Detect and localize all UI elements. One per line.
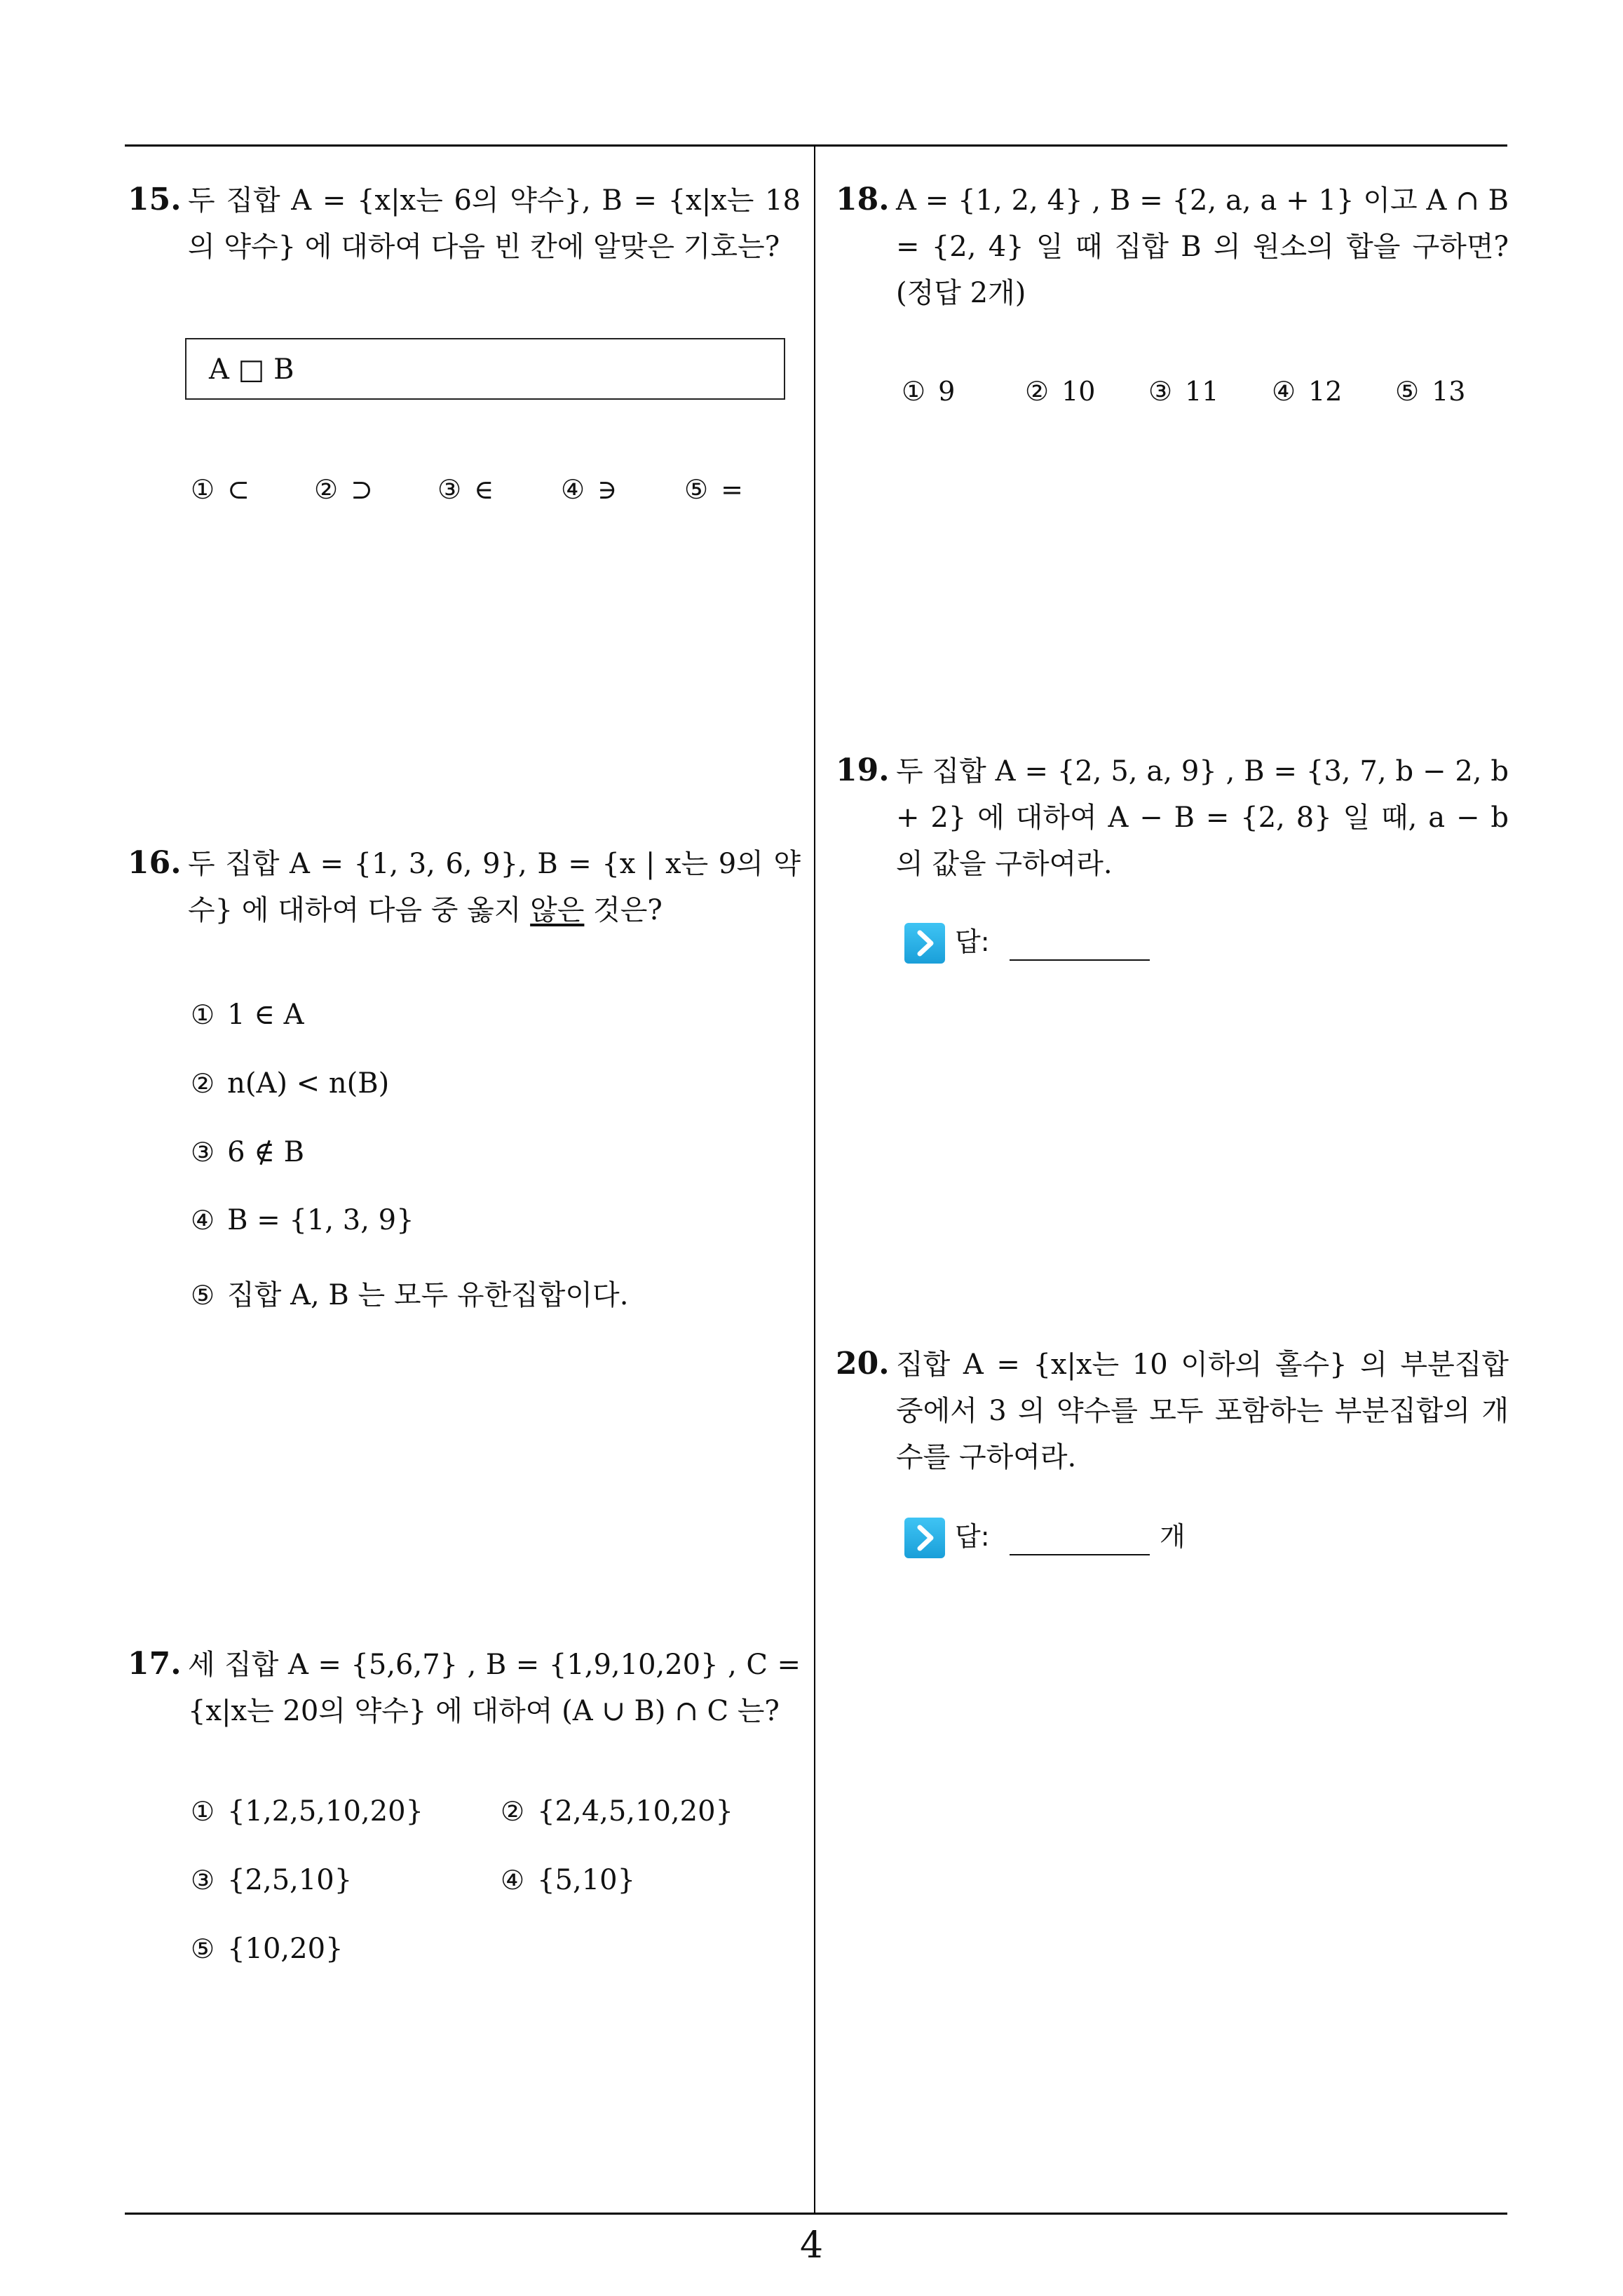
q16-choice-3[interactable]: ③ 6 ∉ B: [191, 1136, 304, 1168]
question-text: 두 집합 A = {x|x는 6의 약수}, B = {x|x는 18의 약수} 에 대하여 다음 빈 칸에 알맞은 기호는?: [188, 184, 801, 263]
chevron-right-icon: [904, 1518, 945, 1558]
question-19-text-block: [836, 748, 1509, 887]
question-15-text-block: [128, 177, 801, 270]
choice-1[interactable]: ① ⊂: [191, 474, 250, 505]
choice-2[interactable]: ② ⊃: [314, 474, 373, 505]
question-text: 집합 A = {x|x는 10 이하의 홀수} 의 부분집합 중에서 3 의 약수를 모두 포함하는 부분집합의 개수를 구하여라.: [896, 1349, 1509, 1473]
question-15: [128, 177, 801, 270]
question-number: 16.: [128, 845, 182, 881]
question-text: 세 집합 A = {5,6,7} , B = {1,9,10,20} , C = {x|x는 20의 약수} 에 대하여 (A ∪ B) ∩ C 는?: [188, 1649, 801, 1727]
choice-5[interactable]: ⑤ =: [684, 474, 743, 505]
question-number: 20.: [836, 1346, 890, 1382]
answer-label: 답:: [955, 926, 990, 957]
question-15-blank-box: A □ B: [185, 338, 785, 400]
answer-label: 답:: [955, 1521, 990, 1552]
choice-5[interactable]: ⑤ 13: [1395, 376, 1466, 407]
question-number: 18.: [836, 182, 890, 217]
question-text: 두 집합 A = {1, 3, 6, 9}, B = {x | x는 9의 약수} 에 대하여 다음 중 옳지: [188, 848, 801, 926]
question-number: 19.: [836, 752, 890, 788]
q16-choice-1[interactable]: ① 1 ∈ A: [191, 999, 304, 1031]
choice-4[interactable]: ④ 12: [1272, 376, 1343, 407]
question-20-answer: [904, 1513, 1269, 1562]
question-text: A = {1, 2, 4} , B = {2, a, a + 1} 이고 A ∩ B = {2, 4} 일 때 집합 B 의 원소의 합을 구하면?(정답 2개): [896, 184, 1509, 309]
question-20: [836, 1341, 1509, 1480]
question-19: [836, 748, 1509, 887]
top-rule: [125, 144, 1507, 147]
answer-blank[interactable]: [1010, 959, 1150, 961]
answer-blank[interactable]: [1010, 1554, 1150, 1555]
page-number: 4: [799, 2224, 824, 2267]
question-18-choices: [902, 376, 1505, 418]
question-text-end: 것은?: [584, 894, 663, 926]
question-emphasis: 않은: [530, 894, 585, 926]
q16-choice-2[interactable]: ② n(A) < n(B): [191, 1067, 390, 1100]
question-19-answer: [904, 919, 1269, 968]
choice-3[interactable]: ③ 11: [1148, 376, 1219, 407]
question-17: [128, 1641, 801, 1734]
question-16: [128, 840, 801, 933]
question-number: 15.: [128, 182, 182, 217]
q16-choice-5[interactable]: ⑤ 집합 A, B 는 모두 유한집합이다.: [191, 1279, 629, 1311]
q16-choice-4[interactable]: ④ B = {1, 3, 9}: [191, 1204, 414, 1236]
choice-2[interactable]: ② 10: [1025, 376, 1096, 407]
question-number: 17.: [128, 1646, 182, 1682]
q17-choice-3[interactable]: ③ {2,5,10}: [191, 1864, 353, 1896]
column-divider: [814, 146, 815, 2213]
question-17-text-block: [128, 1641, 801, 1734]
question-18-text-block: [836, 177, 1509, 316]
question-20-text-block: [836, 1341, 1509, 1480]
q17-choice-1[interactable]: ① {1,2,5,10,20}: [191, 1795, 423, 1828]
question-text: 두 집합 A = {2, 5, a, 9} , B = {3, 7, b − 2, b + 2} 에 대하여 A − B = {2, 8} 일 때, a − b 의 값을 구하여라.: [896, 755, 1509, 880]
answer-unit: 개: [1160, 1521, 1186, 1552]
choice-1[interactable]: ① 9: [902, 376, 956, 407]
choice-4[interactable]: ④ ∋: [561, 474, 618, 505]
question-16-text-block: [128, 840, 801, 933]
chevron-right-icon: [904, 923, 945, 964]
q17-choice-5[interactable]: ⑤ {10,20}: [191, 1933, 344, 1965]
choice-3[interactable]: ③ ∈: [437, 474, 494, 505]
question-18: [836, 177, 1509, 316]
q17-choice-4[interactable]: ④ {5,10}: [501, 1864, 636, 1896]
bottom-rule: [125, 2213, 1507, 2215]
question-15-choices: [191, 474, 794, 516]
q17-choice-2[interactable]: ② {2,4,5,10,20}: [501, 1795, 733, 1828]
